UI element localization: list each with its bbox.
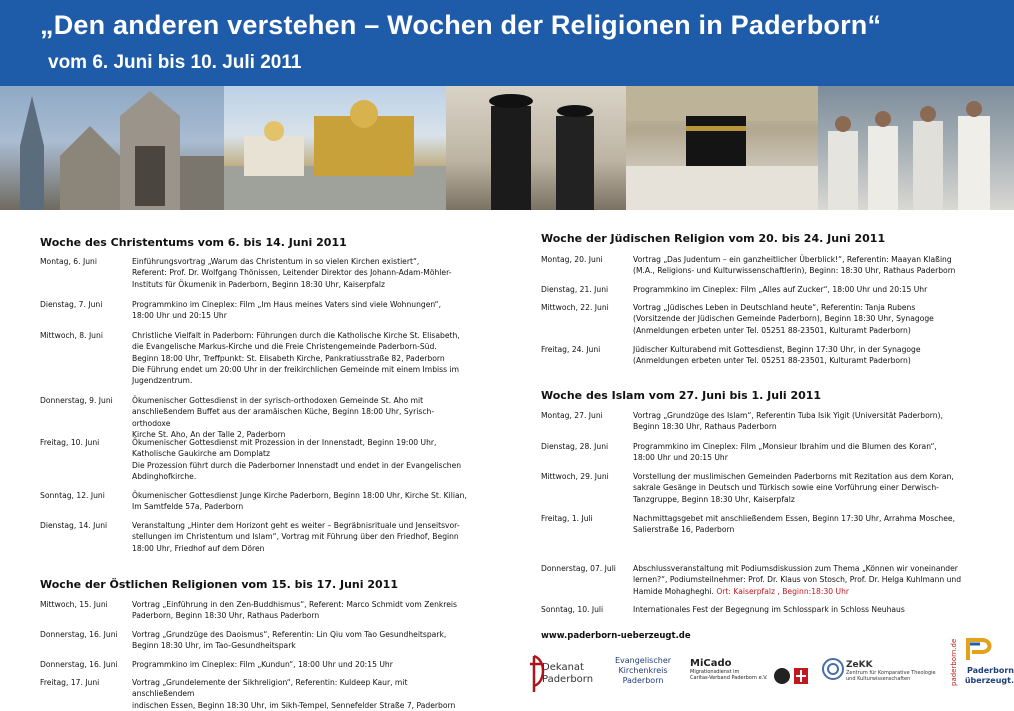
zekk-icon — [822, 656, 844, 682]
event-text: Vortrag „Grundelemente der Sikhreligion“, Referentin: Kuldeep Kaur, mit anschließendem indischen Essen, Beginn 18:30 Uhr, im Sikh-Tempel, Sennefelder Straße 7, Paderborn — [132, 678, 456, 710]
event-date: Mittwoch, 22. Juni — [541, 303, 609, 312]
event-text: Veranstaltung „Hinter dem Horizont geht es weiter – Begräbnisrituale und Jenseitsvor- stellungen im Christentum und Islam“, Vortrag mit Führung über den Friedhof, Beginn 18:00 Uhr, Friedhof auf dem Dören — [132, 521, 460, 553]
event-date: Montag, 20. Juni — [541, 255, 603, 264]
section-heading-juedisch: Woche der Jüdischen Religion vom 20. bis 24. Juni 2011 — [541, 232, 886, 245]
kirchenkreis-line-1: Evangelischer — [614, 656, 672, 665]
zekk-logo — [846, 660, 946, 696]
photo-golden-temple — [224, 86, 446, 210]
event-row — [40, 599, 480, 622]
event-text: Vortrag „Jüdisches Leben in Deutschland heute“, Referentin: Tanja Rubens (Vorsitzende der Jüdischen Gemeinde Paderborn), Beginn 18:30 Uhr, Synagoge (Anmeldungen erbeten unter Tel. 05251 88-23501, Kulturamt Paderborn) — [633, 303, 934, 335]
event-date: Mittwoch, 8. Juni — [40, 331, 103, 340]
event-text: Ökumenischer Gottesdienst in der syrisch-orthodoxen Gemeinde St. Aho mit anschließendem Buffet aus der aramäischen Küche, Beginn 18:00 Uhr, Syrisch-orthodoxe Kirche St. Aho, An der Talle 2, Paderborn — [132, 396, 435, 439]
event-text-main: Abschlussveranstaltung mit Podiumsdiskussion zum Thema „Können wir voneinander lernen?“, Podiumsteilnehmer: Prof. Dr. Klaus von Stosch, Prof. Dr. Helga Kuhlmann und Hamide Mohagheghi. — [633, 564, 962, 596]
section-heading-islam: Woche des Islam vom 27. Juni bis 1. Juli 2011 — [541, 389, 822, 402]
event-date: Dienstag, 14. Juni — [40, 521, 108, 530]
event-text: Vortrag „Grundzüge des Islam“, Referentin Tuba Isik Yigit (Universität Paderborn), Beginn 18:30 Uhr, Rathaus Paderborn — [633, 411, 943, 432]
event-row — [40, 490, 480, 513]
paderborn-claim — [956, 666, 1014, 696]
event-row — [541, 513, 1001, 536]
micado-logo — [690, 658, 772, 698]
event-text: Nachmittagsgebet mit anschließendem Essen, Beginn 17:30 Uhr, Arrahma Moschee, Salierstraße 16, Paderborn — [633, 514, 955, 535]
event-row — [541, 344, 1001, 367]
event-text: Christliche Vielfalt in Paderborn: Führungen durch die Katholische Kirche St. Elisabeth, die Evangelische Markus-Kirche und die Freie Christengemeinde Paderborn-Süd. Beginn 18:00 Uhr, Treffpunkt: St. Elisabeth Kirche, Pankratiusstraße 82, Paderborn Die Führung endet um 20:00 Uhr in der freikirchlichen Gemeinde mit einem Imbiss im Jugendzentrum. — [132, 331, 460, 386]
event-text: Programmkino im Cineplex: Film „Monsieur Ibrahim und die Blumen des Koran“, 18:00 Uhr und 20:15 Uhr — [633, 442, 937, 463]
event-text: Programmkino im Cineplex: Film „Alles auf Zucker“, 18:00 Uhr und 20:15 Uhr — [633, 285, 928, 294]
micado-line-2: Migrationsdienst im — [690, 669, 740, 675]
event-date: Donnerstag, 07. Juli — [541, 564, 616, 573]
event-date: Sonntag, 10. Juli — [541, 605, 604, 614]
event-text: Vortrag „Grundzüge des Daoismus“, Referentin: Lin Qiu vom Tao Gesundheitspark, Beginn 18:30 Uhr, im Tao-Gesundheitspark — [132, 630, 447, 651]
event-text: Internationales Fest der Begegnung im Schlosspark in Schloss Neuhaus — [633, 605, 905, 614]
event-row — [541, 471, 1001, 505]
section-heading-oestlich: Woche der Östlichen Religionen vom 15. bis 17. Juni 2011 — [40, 578, 398, 591]
kirchenkreis-line-3: Paderborn — [622, 676, 664, 685]
photo-western-wall — [446, 86, 626, 210]
zekk-line-3: und Kulturwissenschaften — [846, 676, 911, 682]
event-row — [40, 395, 480, 439]
event-row — [40, 659, 480, 671]
event-text: Jüdischer Kulturabend mit Gottesdienst, Beginn 17:30 Uhr, in der Synagoge (Anmeldungen erbeten unter Tel. 05251 88-23501, Kulturamt Paderborn) — [633, 345, 921, 366]
photo-cathedral — [0, 86, 224, 210]
caritas-icons — [774, 666, 820, 686]
paderborn-claim-line-2: überzeugt. — [964, 676, 1014, 685]
event-row — [541, 441, 1001, 464]
logo-bar — [520, 638, 1014, 700]
kirchenkreis-line-2: Kirchenkreis — [618, 666, 668, 675]
paderborn-vertical-text: paderborn.de — [950, 638, 958, 686]
event-date: Freitag, 10. Juni — [40, 438, 100, 447]
event-text — [633, 563, 983, 597]
event-date: Dienstag, 7. Juni — [40, 300, 103, 309]
zekk-title: ZeKK — [846, 660, 873, 670]
event-text: Ökumenischer Gottesdienst mit Prozession in der Innenstadt, Beginn 19:00 Uhr, Katholische Gaukirche am Domplatz Die Prozession führt durch die Paderborner Innenstadt und endet in der Evangelischen Abdinghofkirche. — [132, 438, 462, 481]
event-row — [40, 520, 480, 554]
event-row — [40, 256, 480, 290]
event-text: Einführungsvortrag „Warum das Christentum in so vielen Kirchen existiert“, Referent: Prof. Dr. Wolfgang Thönissen, Leitender Direktor des Johann-Adam-Möhler- Instituts für Ökumenik in Paderborn, Beginn 18:30 Uhr, Kaiserpfalz — [132, 257, 452, 289]
kirchenkreis-logo — [608, 656, 678, 700]
header-banner — [0, 0, 1014, 86]
event-text: Programmkino im Cineplex: Film „Im Haus meines Vaters sind viele Wohnungen“, 18:00 Uhr und 20:15 Uhr — [132, 300, 442, 321]
paderborn-city-logo — [964, 634, 998, 664]
event-row — [541, 604, 1001, 616]
event-date: Montag, 27. Juni — [541, 411, 603, 420]
event-text: Vortrag „Das Judentum – ein ganzheitlicher Überblick!“, Referentin: Maayan Klaßing (M.A., Religions- und Kulturwissenschaftlerin), Beginn: 18:30 Uhr, Rathaus Paderborn — [633, 255, 956, 276]
event-text: Programmkino im Cineplex: Film „Kundun“, 18:00 Uhr und 20:15 Uhr — [132, 660, 393, 669]
event-date: Sonntag, 12. Juni — [40, 491, 105, 500]
event-date: Donnerstag, 16. Juni — [40, 630, 118, 639]
micado-line-3: Caritas-Verband Paderborn e.V. — [690, 675, 768, 681]
event-row — [541, 302, 1001, 336]
event-date: Freitag, 17. Juni — [40, 678, 100, 687]
dekanat-logo — [520, 652, 600, 696]
event-location-highlight: Ort: Kaiserpfalz , Beginn:18:30 Uhr — [716, 586, 850, 596]
event-row — [541, 410, 1001, 433]
website-link[interactable]: www.paderborn-ueberzeugt.de — [541, 631, 691, 641]
event-date: Dienstag, 28. Juni — [541, 442, 609, 451]
event-row — [541, 563, 1001, 597]
event-text: Ökumenischer Gottesdienst Junge Kirche Paderborn, Beginn 18:00 Uhr, Kirche St. Kilian, Im Samtfelde 57a, Paderborn — [132, 491, 467, 512]
micado-title: MiCado — [690, 658, 732, 669]
event-text: Vortrag „Einführung in den Zen-Buddhismus“, Referent: Marco Schmidt vom Zenkreis Paderborn, Beginn 18:30 Uhr, Rathaus Paderborn — [132, 600, 457, 621]
event-row — [541, 254, 1001, 277]
event-date: Freitag, 24. Juni — [541, 345, 601, 354]
event-date: Dienstag, 21. Juni — [541, 285, 609, 294]
photo-strip — [0, 86, 1014, 210]
event-date: Donnerstag, 9. Juni — [40, 396, 113, 405]
dekanat-label: Dekanat Paderborn — [542, 662, 594, 685]
event-row — [40, 677, 480, 710]
paderborn-claim-line-1: Paderborn — [966, 666, 1014, 675]
photo-kaaba — [626, 86, 818, 210]
event-row — [40, 629, 480, 652]
event-text: Vorstellung der muslimischen Gemeinden Paderborns mit Rezitation aus dem Koran, sakrale Gesänge in Deutsch und Türkisch sowie eine Vorführung einer Derwisch- Tanzgruppe, Beginn 18:30 Uhr, Kaiserpfalz — [633, 472, 954, 504]
poster-subtitle: vom 6. Juni bis 10. Juli 2011 — [48, 52, 302, 73]
event-date: Mittwoch, 29. Juni — [541, 472, 609, 481]
event-row — [40, 330, 480, 387]
poster-title: „Den anderen verstehen – Wochen der Religionen in Paderborn“ — [40, 10, 882, 40]
event-row — [40, 299, 480, 322]
event-date: Donnerstag, 16. Juni — [40, 660, 118, 669]
event-row — [541, 284, 1001, 296]
event-date: Mittwoch, 15. Juni — [40, 600, 108, 609]
event-date: Freitag, 1. Juli — [541, 514, 593, 523]
event-row — [40, 437, 480, 483]
event-date: Montag, 6. Juni — [40, 257, 97, 266]
zekk-line-2: Zentrum für Komparative Theologie — [846, 670, 936, 676]
section-heading-christentum: Woche des Christentums vom 6. bis 14. Juni 2011 — [40, 236, 347, 249]
photo-monks — [818, 86, 1014, 210]
